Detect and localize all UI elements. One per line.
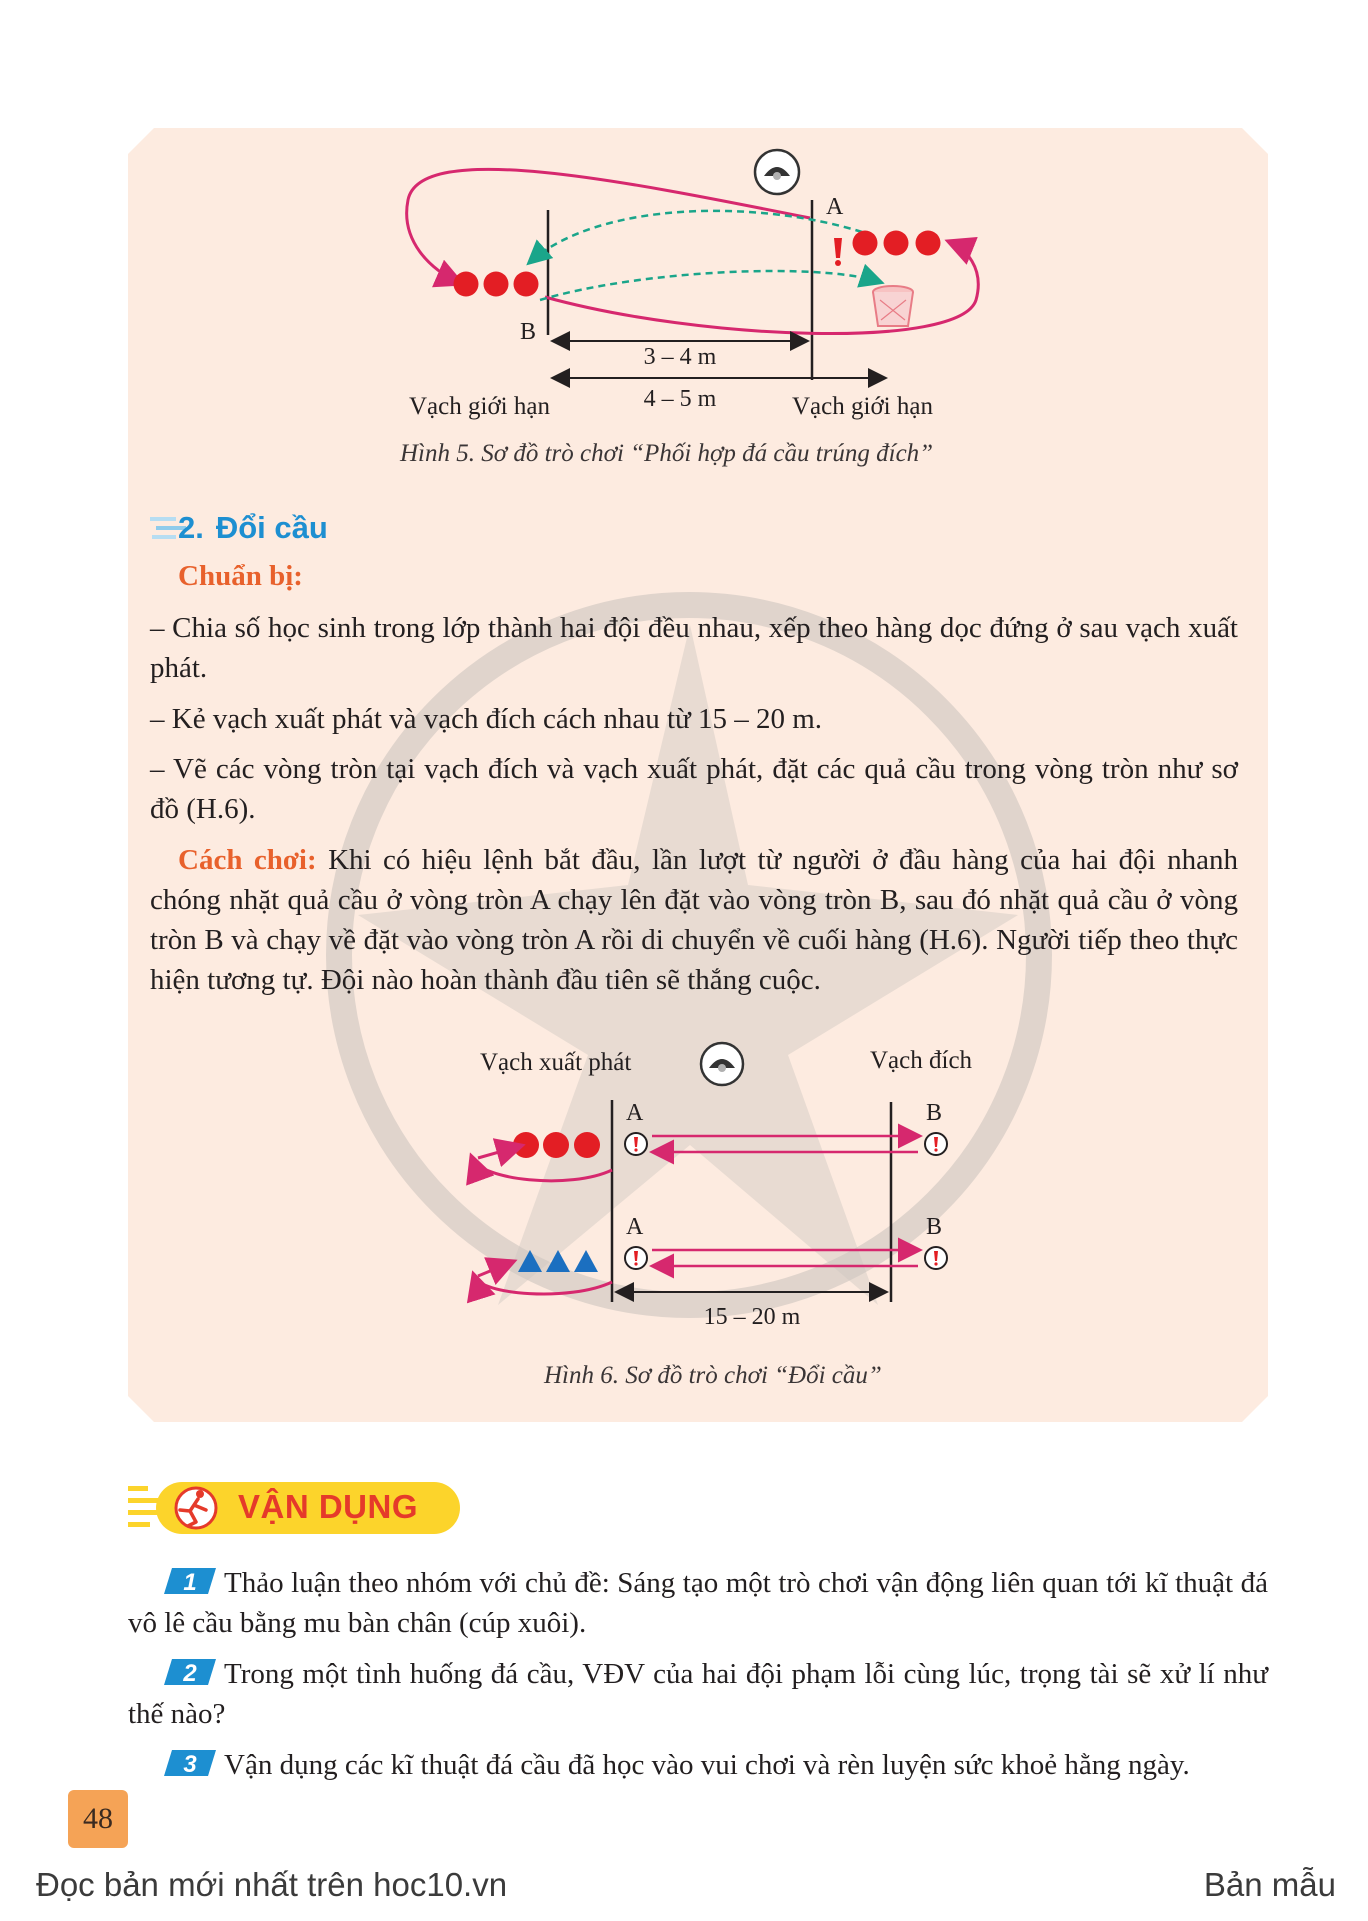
howto-text: Khi có hiệu lệnh bắt đầu, lần lượt từ người ở đầu hàng của hai đội nhanh chóng nhặt quả cầu ở vòng tròn A chạy lên đặt vào vòng tròn B, sau đó nhặt quả cầu ở vòng tròn B và chạy về đặt vào vòng tròn A rồi di chuyển về cuối hàng (H.6). Người tiếp theo thực hiện tương tự. Đội nào hoàn thành đầu tiên sẽ thắng cuộc. — [150, 844, 1238, 996]
return-arrow-row1 — [472, 1158, 612, 1181]
fig5-limit-label-left: Vạch giới hạn — [409, 393, 550, 420]
task-2 — [128, 1654, 1268, 1734]
circle-A-row2-icon — [625, 1247, 647, 1269]
task-number-1-icon — [164, 1566, 216, 1596]
shuttlecock-icon — [755, 150, 799, 194]
task-3-text: Vận dụng các kĩ thuật đá cầu đã học vào vui chơi và rèn luyện sức khoẻ hằng ngày. — [224, 1749, 1190, 1781]
fig5-label-A: A — [826, 194, 844, 220]
figure6-caption: Hình 6. Sơ đồ trò chơi “Đổi cầu” — [544, 1362, 882, 1389]
svg-text:1: 1 — [183, 1569, 197, 1596]
rejoin-arrow-row2 — [478, 1262, 512, 1276]
row1-label-B: B — [926, 1100, 943, 1126]
task-number-2-icon — [164, 1657, 216, 1687]
task-number-3-icon — [164, 1748, 216, 1778]
task-2-text: Trong một tình huống đá cầu, VĐV của hai đội phạm lỗi cùng lúc, trọng tài sẽ xử lí như thế nào? — [128, 1658, 1268, 1730]
start-line-label: Vạch xuất phát — [480, 1049, 632, 1076]
task-3 — [128, 1745, 1268, 1785]
target-basket-icon — [873, 286, 913, 326]
rotation-arrow-top — [407, 169, 810, 283]
runner-icon — [176, 1488, 216, 1528]
svg-text:3: 3 — [183, 1751, 197, 1778]
prepare-item-2: – Kẻ vạch xuất phát và vạch đích cách nhau từ 15 – 20 m. — [150, 703, 823, 735]
kick-arrow — [540, 271, 880, 300]
task-1-text: Thảo luận theo nhóm với chủ đề: Sáng tạo một trò chơi vận động liên quan tới kĩ thuật đá vô lê cầu bằng mu bàn chân (cúp xuôi). — [128, 1567, 1268, 1639]
rotation-arrow-bottom — [545, 242, 978, 334]
task-1 — [128, 1563, 1268, 1643]
section-title: Đổi cầu — [215, 510, 328, 545]
fig5-distance-outer: 4 – 5 m — [643, 386, 717, 412]
figure6-diagram — [0, 1040, 1368, 1340]
finish-line-label: Vạch đích — [870, 1047, 973, 1074]
figure5-caption: Hình 5. Sơ đồ trò chơi “Phối hợp đá cầu trúng đích” — [400, 440, 934, 467]
fig5-distance-inner: 3 – 4 m — [643, 344, 717, 370]
prepare-heading: Chuẩn bị: — [178, 560, 303, 592]
row1-label-A: A — [626, 1100, 644, 1126]
figure5-diagram — [0, 0, 1368, 470]
fig6-distance: 15 – 20 m — [703, 1304, 801, 1330]
circle-B-row2-icon — [925, 1247, 947, 1269]
row2-label-A: A — [626, 1214, 644, 1240]
apply-heading: VẬN DỤNG — [238, 1488, 419, 1525]
svg-text:2: 2 — [183, 1660, 197, 1687]
shuttlecock-icon — [701, 1043, 743, 1085]
team-right-players — [853, 231, 941, 256]
section-heading — [150, 510, 328, 546]
shuttle-marker — [834, 238, 842, 266]
footer-sample-label: Bản mẫu — [1203, 1866, 1336, 1903]
return-arrow-row2 — [474, 1276, 612, 1294]
circle-B-row1-icon — [925, 1133, 947, 1155]
howto-heading: Cách chơi: — [178, 844, 317, 876]
prepare-item-3: – Vẽ các vòng tròn tại vạch đích và vạch xuất phát, đặt các quả cầu trong vòng tròn như sơ đồ (H.6). — [150, 753, 1238, 825]
prepare-item-1: – Chia số học sinh trong lớp thành hai đội đều nhau, xếp theo hàng dọc đứng ở sau vạch xuất phát. — [150, 612, 1238, 684]
howto-paragraph — [150, 840, 1238, 1000]
footer-read-latest-link[interactable]: Đọc bản mới nhất trên hoc10.vn — [36, 1866, 508, 1903]
row2-label-B: B — [926, 1214, 943, 1240]
team-red-players — [513, 1132, 600, 1158]
section-number: 2. — [178, 510, 204, 545]
rejoin-arrow-row1 — [478, 1146, 520, 1158]
circle-A-row1-icon — [625, 1133, 647, 1155]
team-blue-players — [518, 1250, 598, 1272]
fig5-limit-label-right: Vạch giới hạn — [792, 393, 933, 420]
fig5-label-B: B — [520, 319, 537, 345]
team-left-players — [454, 272, 539, 297]
page-number: 48 — [68, 1790, 128, 1848]
